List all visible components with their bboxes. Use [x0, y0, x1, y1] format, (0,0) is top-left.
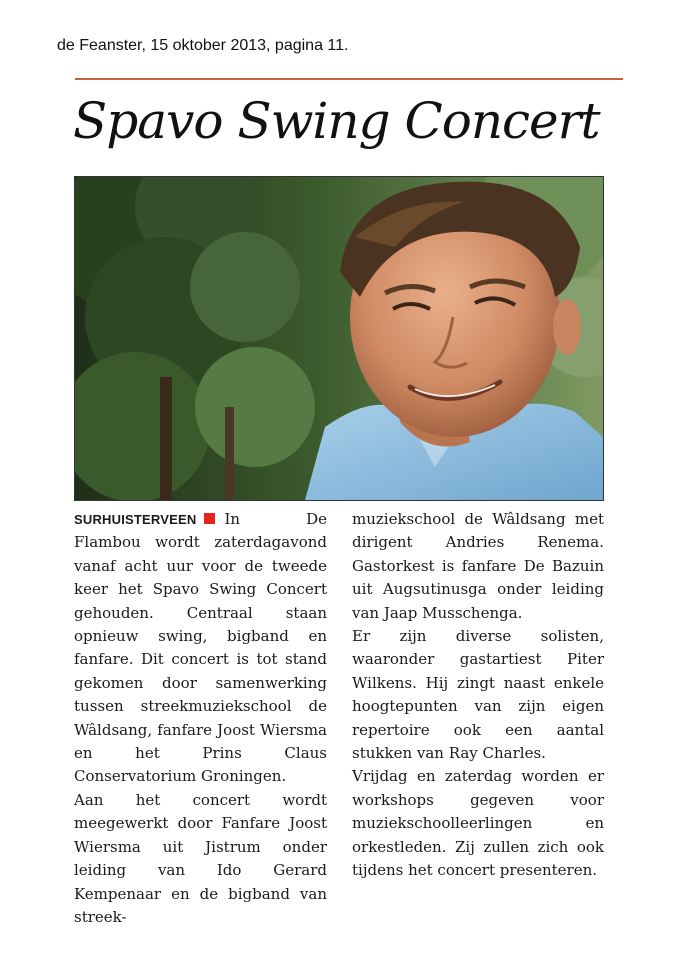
article-photo: [74, 176, 604, 501]
portrait-illustration: [75, 177, 603, 500]
red-square-marker: [204, 513, 215, 524]
paragraph: muziekschool de Wâldsang met dirigent Andries Renema. Gastorkest is fanfare De Bazuin uit Augsutinusga onder leiding van Jaap Musschenga.: [352, 510, 604, 622]
lead-paragraph: [74, 508, 327, 789]
paragraph: Er zijn diverse solisten, waaronder gastartiest Piter Wilkens. Hij zingt naast enkele hoogtepunten van zijn eigen repertoire ook een aantal stukken van Ray Charles.: [352, 627, 604, 763]
article-column-1: [74, 508, 327, 929]
paragraph: Aan het concert wordt meegewerkt door Fanfare Joost Wiersma uit Jistrum onder leiding van Ido Gerard Kempenaar en de bigband van streek-: [74, 790, 327, 926]
header-rule: [75, 78, 623, 80]
headline: Spavo Swing Concert: [73, 92, 600, 150]
source-line: de Feanster, 15 oktober 2013, pagina 11.: [57, 37, 349, 54]
paragraph-text: In De Flambou wordt zaterdagavond vanaf acht uur voor de tweede keer het Spavo Swing Concert gehouden. Centraal staan opnieuw swing, bigband en fanfare. Dit concert is tot stand gekomen door samenwerking tussen streekmuziekschool de Wâldsang, fanfare Joost Wiersma en het Prins Claus Conservatorium Groningen.: [74, 510, 327, 786]
paragraph: Vrijdag en zaterdag worden er workshops gegeven voor muziekschoolleerlingen en orkestleden. Zij zullen zich ook tijdens het concert presenteren.: [352, 767, 604, 880]
dateline: SURHUISTERVEEN: [74, 512, 197, 527]
article-column-2: [352, 508, 604, 883]
